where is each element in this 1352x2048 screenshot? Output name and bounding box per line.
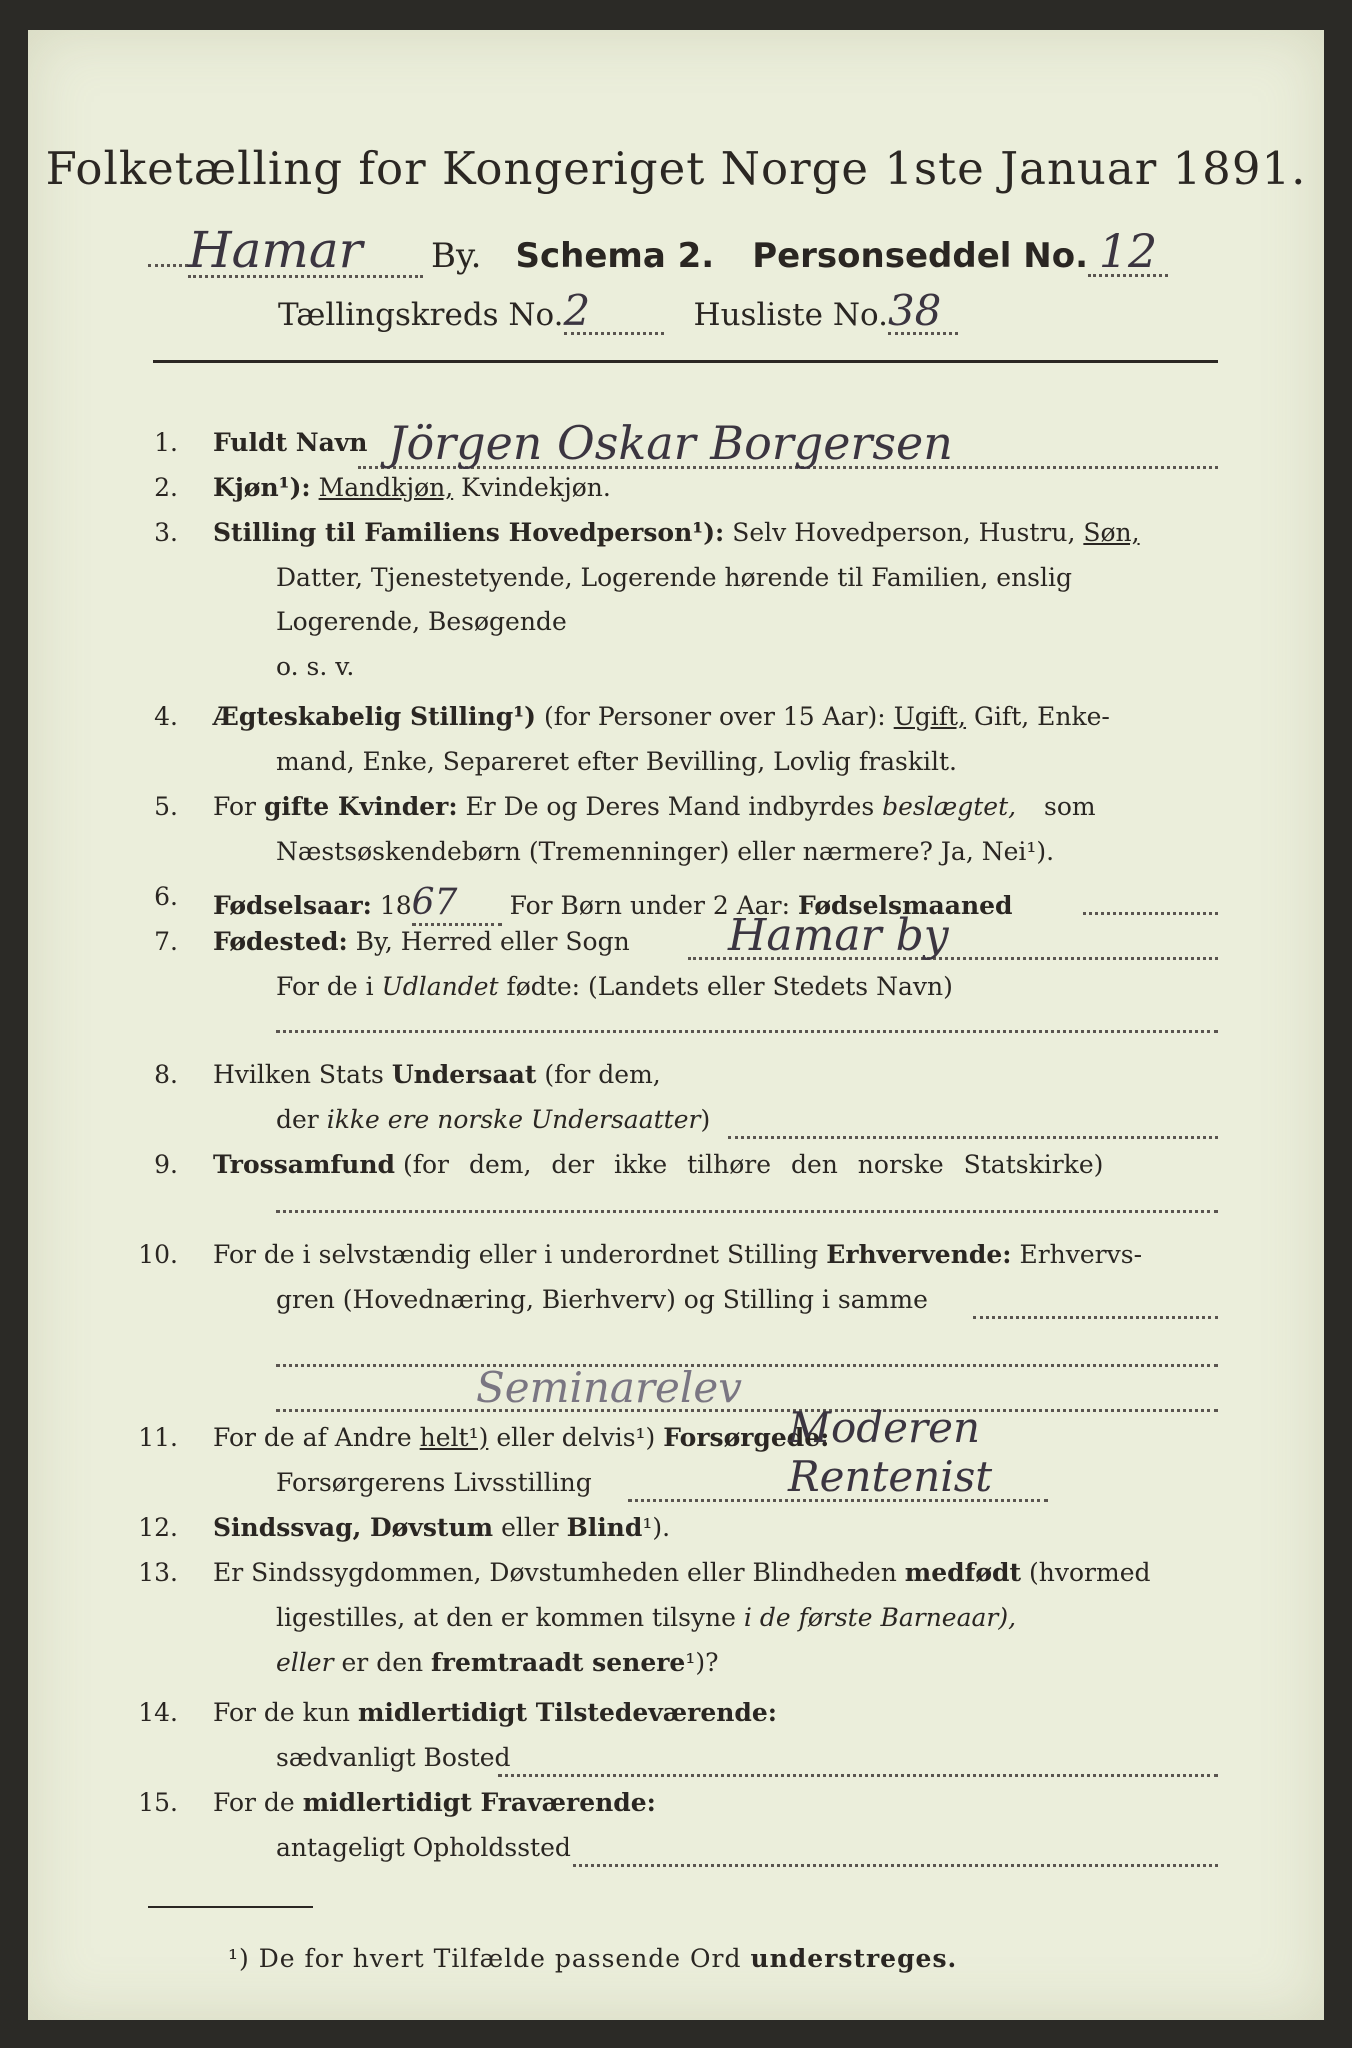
citizenship-label: Undersaat: [391, 1060, 537, 1089]
congenital-line2: ligestilles, at den er kommen tilsyne: [276, 1603, 736, 1632]
family-position-options: Selv Hovedperson, Hustru,: [732, 518, 1076, 547]
item-5-text-line2: Næstsøskendebørn (Tremenninger) eller nærmere? Ja, Nei¹).: [276, 837, 1055, 866]
birthplace-value: Hamar by: [728, 910, 949, 961]
full-name-value: Jörgen Oskar Borgersen: [388, 416, 953, 470]
header-kreds-row: [278, 286, 958, 335]
citizenship-prefix: Hvilken Stats: [213, 1060, 384, 1089]
item-5-related: beslægtet,: [882, 792, 1017, 821]
item-14-text-line1: [213, 1698, 777, 1727]
disability-label: Sindssvag, Døvstum: [213, 1513, 494, 1542]
congenital-question: Er Sindssygdommen, Døvstumheden eller Blindheden: [213, 1558, 897, 1587]
item-7-text: [213, 927, 630, 956]
item-6-number: 6.: [154, 882, 178, 911]
sex-option-male: Mandkjøn,: [318, 473, 454, 502]
occupation-prefix: For de i selvstændig eller i underordnet Stilling: [213, 1240, 819, 1269]
footnote: [228, 1944, 957, 1973]
birthplace-field: [688, 910, 1218, 961]
husliste-label: Husliste No.: [693, 297, 888, 333]
infant-note: For Børn under 2 Aar:: [509, 891, 791, 920]
item-15-number: 15.: [138, 1788, 178, 1817]
item-3-text-line1: [213, 518, 1140, 547]
birth-year-prefix: 18: [379, 891, 412, 920]
item-11-text-line1: [213, 1423, 829, 1452]
item-11-number: 11.: [138, 1423, 178, 1452]
item-15-text-line1: [213, 1788, 656, 1817]
marital-status-label: Ægteskabelig Stilling¹): [213, 702, 536, 731]
religion-label: Trossamfund: [213, 1150, 396, 1179]
header-divider: [153, 360, 1218, 363]
supported-prefix: For de af Andre: [213, 1423, 412, 1452]
congenital-label: medfødt: [904, 1558, 1022, 1587]
item-8-text-line1: [213, 1060, 661, 1089]
citizenship-foreign: ikke ere norske Undersaatter: [326, 1105, 701, 1134]
supporter-value: Moderen Rentenist: [788, 1403, 993, 1501]
full-name-field: [358, 416, 1218, 470]
item-14-text-line2: sædvanligt Bosted: [276, 1743, 511, 1772]
item-11-text-line2: Forsørgerens Livsstilling: [276, 1468, 592, 1497]
census-form-sheet: [28, 30, 1324, 2020]
religion-note: (for dem, der ikke tilhøre den norske Statskirke): [402, 1150, 1104, 1179]
item-1-label: [213, 428, 367, 457]
item-2-text: [213, 473, 611, 502]
family-position-label: Stilling til Familiens Hovedperson¹):: [213, 518, 725, 547]
congenital-childhood: i de første Barneaar),: [743, 1603, 1017, 1632]
later-onset-footnote: ¹)?: [685, 1648, 719, 1677]
congenital-note: (hvormed: [1029, 1558, 1151, 1587]
family-position-son: Søn,: [1083, 518, 1140, 547]
item-13-text-line2: [276, 1603, 1016, 1632]
citizenship-der: der: [276, 1105, 319, 1134]
item-8-number: 8.: [154, 1060, 178, 1089]
kreds-number: 2: [564, 290, 664, 335]
item-12-number: 12.: [138, 1513, 178, 1542]
item-7-number: 7.: [154, 927, 178, 956]
item-10-number: 10.: [138, 1240, 178, 1269]
birth-year-label: Fødselsaar:: [213, 891, 372, 920]
temporary-absent-prefix: For de: [213, 1788, 295, 1817]
supported-wholly: helt¹): [419, 1423, 489, 1452]
header-city-row: [148, 221, 1168, 279]
occupation-field-3: [276, 1375, 1218, 1412]
temporary-present-label: midlertidigt Tilstedeværende:: [357, 1698, 778, 1727]
temporary-present-prefix: For de kun: [213, 1698, 351, 1727]
item-5-text-line1: [213, 792, 1096, 821]
footnote-divider: [148, 1906, 313, 1908]
item-1-number: 1.: [154, 428, 178, 457]
temporary-absent-label: midlertidigt Fraværende:: [302, 1788, 656, 1817]
married-women-label: gifte Kvinder:: [263, 792, 458, 821]
item-15-text-line2: antageligt Opholdssted: [276, 1833, 571, 1862]
by-label: By.: [431, 236, 482, 276]
form-title: Folketælling for Kongeriget Norge 1ste Januar 1891.: [45, 142, 1307, 195]
dots: [148, 264, 188, 267]
footnote-emphasis: understreges.: [750, 1944, 958, 1973]
birth-month-label: Fødselsmaaned: [798, 891, 1013, 920]
congenital-eller: eller: [276, 1648, 334, 1677]
husliste-number: 38: [888, 290, 958, 335]
item-14-number: 14.: [138, 1698, 178, 1727]
item-10-text-line2: gren (Hovednæring, Bierhverv) og Stilling i samme: [276, 1285, 928, 1314]
later-onset-label: fremtraadt senere: [431, 1648, 686, 1677]
item-5-number: 5.: [154, 792, 178, 821]
item-12-text: [213, 1513, 670, 1542]
religion-field: [276, 1190, 1218, 1213]
personseddel-label: Personseddel No.: [752, 236, 1088, 276]
birth-year-value: 67: [412, 882, 502, 926]
item-4-text-line1: [213, 702, 1110, 731]
footnote-text: ¹) De for hvert Tilfælde passende Ord: [228, 1944, 742, 1973]
item-7-text-line2: [276, 972, 953, 1001]
schema-label: Schema 2.: [515, 236, 715, 276]
abroad-word: Udlandet: [381, 972, 499, 1001]
supported-label: Forsørgede:: [663, 1423, 830, 1452]
item-5-som: som: [1044, 792, 1096, 821]
occupation-label: Erhvervende:: [826, 1240, 1012, 1269]
item-13-text-line1: [213, 1558, 1151, 1587]
birthplace-note: By, Herred eller Sogn: [355, 927, 630, 956]
disability-blind-label: Blind: [566, 1513, 643, 1542]
birth-month-field: [1083, 878, 1218, 915]
occupation-value: Seminarelev: [476, 1363, 742, 1412]
sex-label: Kjøn¹):: [213, 473, 311, 502]
city-handwritten: Hamar: [188, 225, 423, 278]
item-13-number: 13.: [138, 1558, 178, 1587]
item-8-text-line2: der ikke ere norske Undersaatter): [276, 1105, 711, 1134]
residence-abroad-field: [573, 1830, 1218, 1867]
occupation-field-2: [276, 1330, 1218, 1412]
item-10-text-line1: [213, 1240, 1142, 1269]
congenital-er-den: er den: [341, 1648, 424, 1677]
item-4-number: 4.: [154, 702, 178, 731]
citizenship-field: [728, 1102, 1218, 1139]
abroad-note: fødte: (Landets eller Stedets Navn): [506, 972, 953, 1001]
marital-status-note: (for Personer over 15 Aar):: [543, 702, 886, 731]
kreds-label: Tællingskreds No.: [278, 297, 564, 333]
marital-status-options: Gift, Enke-: [973, 702, 1110, 731]
item-13-text-line3: [276, 1648, 719, 1677]
sex-option-female: Kvindekjøn.: [461, 473, 611, 502]
marital-status-unmarried: Ugift,: [893, 702, 967, 731]
disability-footnote: ¹).: [642, 1513, 671, 1542]
citizenship-note: (for dem,: [544, 1060, 661, 1089]
full-name-label: Fuldt Navn: [213, 428, 368, 457]
item-2-number: 2.: [154, 473, 178, 502]
item-9-text: [213, 1150, 1103, 1179]
abroad-field: [276, 1010, 1218, 1033]
item-3-text-line2: Datter, Tjenestetyende, Logerende hørende til Familien, enslig: [276, 563, 1073, 592]
item-3-text-line4: o. s. v.: [276, 652, 355, 681]
item-4-text-line2: mand, Enke, Separeret efter Bevilling, Lovlig fraskilt.: [276, 747, 957, 776]
birthplace-label: Fødested:: [213, 927, 348, 956]
item-3-text-line3: Logerende, Besøgende: [276, 607, 567, 636]
item-5-for: For: [213, 792, 256, 821]
occupation-note: Erhvervs-: [1019, 1240, 1143, 1269]
abroad-prefix: For de i: [276, 972, 374, 1001]
usual-residence-field: [498, 1740, 1218, 1777]
item-9-number: 9.: [154, 1150, 178, 1179]
item-5-question: Er De og Deres Mand indbyrdes: [465, 792, 875, 821]
occupation-field-1: [973, 1282, 1218, 1319]
personseddel-number: 12: [1088, 228, 1168, 277]
disability-or: eller: [501, 1513, 559, 1542]
item-3-number: 3.: [154, 518, 178, 547]
supported-partly: eller delvis¹): [496, 1423, 656, 1452]
